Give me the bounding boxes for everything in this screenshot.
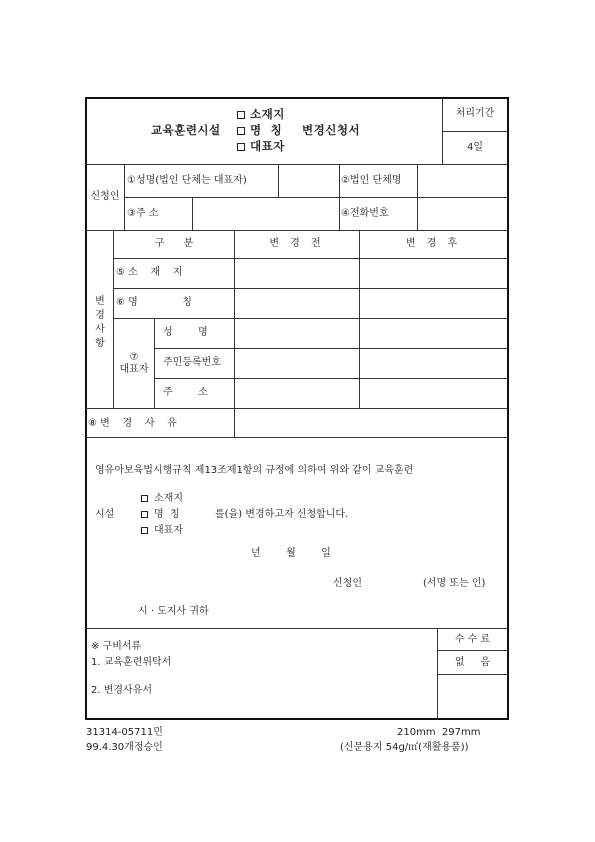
fee-middle-line bbox=[437, 650, 508, 651]
border-top bbox=[85, 97, 509, 99]
applicant-address-label: ③주 소 bbox=[127, 208, 159, 219]
statement-facility-word: 시설 bbox=[95, 509, 115, 520]
facility-name-before-field[interactable] bbox=[235, 289, 359, 318]
rep-id-after-field[interactable] bbox=[360, 349, 507, 378]
changes-section-label-2: 경 bbox=[95, 310, 105, 321]
applicant-section-label: 신청인 bbox=[90, 191, 120, 202]
corporation-name-field[interactable] bbox=[418, 165, 507, 197]
rep-id-label: 주민등록번호 bbox=[163, 357, 221, 368]
processing-period-value: 4일 bbox=[466, 142, 484, 153]
changes-section-label-3: 사 bbox=[95, 324, 105, 335]
required-document-1: 1. 교육훈련위탁서 bbox=[91, 657, 172, 668]
column-before-header: 변 경 전 bbox=[269, 238, 325, 249]
processing-divider bbox=[442, 131, 508, 132]
title-option-name[interactable]: 명 칭 bbox=[237, 124, 282, 136]
representative-label: 대표자 bbox=[119, 364, 149, 375]
rep-name-label: 성 명 bbox=[163, 327, 208, 338]
paper-size: 210mm 297mm bbox=[397, 727, 481, 738]
applicant-bottom-line bbox=[86, 230, 508, 231]
rep-address-label: 주 소 bbox=[163, 387, 208, 398]
statement-option-location[interactable]: 소재지 bbox=[141, 493, 183, 505]
form-code: 31314-05711민 bbox=[86, 727, 163, 738]
form-title-prefix: 교육훈련시설 bbox=[151, 123, 221, 137]
required-document-2: 2. 변경사유서 bbox=[91, 685, 153, 696]
signer-label: 신청인 bbox=[333, 578, 362, 589]
rep-name-after-field[interactable] bbox=[360, 319, 507, 348]
applicant-name-label: ①성명(법인 단체는 대표자) bbox=[127, 175, 247, 186]
phone-number-label: ④전화번호 bbox=[341, 208, 389, 219]
location-row-label: ⑤ 소 재 지 bbox=[116, 267, 183, 278]
facility-name-after-field[interactable] bbox=[360, 289, 507, 318]
documents-top-line bbox=[86, 628, 508, 629]
application-date[interactable]: 년 월 일 bbox=[251, 548, 331, 559]
rep-address-before-field[interactable] bbox=[235, 379, 359, 408]
checkbox-icon[interactable] bbox=[237, 127, 245, 135]
form-title-suffix: 변경신청서 bbox=[302, 123, 361, 137]
required-documents-heading: ※ 구비서류 bbox=[91, 641, 142, 652]
statement-line-2: 를(을) 변경하고자 신청합니다. bbox=[215, 509, 349, 520]
signature-field[interactable]: (서명 또는 인) bbox=[423, 578, 486, 589]
changes-section-label-1: 변 bbox=[95, 296, 105, 307]
location-before-field[interactable] bbox=[235, 259, 359, 288]
title-option-location[interactable]: 소재지 bbox=[237, 108, 285, 120]
change-reason-label: ⑧ 변 경 사 유 bbox=[88, 418, 177, 429]
checkbox-icon[interactable] bbox=[141, 511, 148, 518]
checkbox-icon[interactable] bbox=[237, 111, 245, 119]
column-category-header: 구 분 bbox=[154, 238, 194, 249]
representative-number: ⑦ bbox=[129, 352, 139, 363]
applicant-name-field[interactable] bbox=[279, 165, 339, 197]
changes-label-divider bbox=[113, 230, 114, 409]
fee-bottom-line bbox=[437, 674, 508, 675]
processing-period-label: 처리기간 bbox=[455, 108, 495, 119]
location-after-field[interactable] bbox=[360, 259, 507, 288]
addressee: 시 · 도지사 귀하 bbox=[138, 606, 209, 617]
change-reason-field[interactable] bbox=[235, 409, 507, 437]
fee-label: 수 수 료 bbox=[454, 634, 491, 645]
corp-label-divider bbox=[339, 164, 340, 230]
statement-line-1: 영유아보육법시행규칙 제13조제1항의 규정에 의하여 위와 같이 교육훈련 bbox=[95, 465, 414, 476]
title-option-representative[interactable]: 대표자 bbox=[237, 140, 285, 152]
applicant-address-field[interactable] bbox=[193, 198, 339, 230]
paper-type: (신문용지 54g/㎡(재활용품)) bbox=[340, 742, 469, 753]
phone-number-field[interactable] bbox=[418, 198, 507, 230]
approval-date: 99.4.30개정승인 bbox=[86, 742, 163, 753]
column-after-header: 변 경 후 bbox=[405, 238, 462, 249]
checkbox-icon[interactable] bbox=[141, 527, 148, 534]
statement-option-representative[interactable]: 대표자 bbox=[141, 525, 183, 537]
rep-name-before-field[interactable] bbox=[235, 319, 359, 348]
representative-divider bbox=[154, 318, 155, 409]
border-bottom bbox=[85, 718, 509, 720]
rep-address-after-field[interactable] bbox=[360, 379, 507, 408]
rep-id-before-field[interactable] bbox=[235, 349, 359, 378]
checkbox-icon[interactable] bbox=[237, 143, 245, 151]
reason-bottom-line bbox=[86, 437, 508, 438]
checkbox-icon[interactable] bbox=[141, 495, 148, 502]
changes-section-label-4: 항 bbox=[95, 338, 105, 349]
statement-option-name[interactable]: 명 칭 bbox=[141, 509, 180, 521]
corporation-name-label: ②법인 단체명 bbox=[341, 175, 402, 186]
fee-value: 없 음 bbox=[454, 657, 491, 668]
facility-name-row-label: ⑥ 명 칭 bbox=[116, 297, 192, 308]
